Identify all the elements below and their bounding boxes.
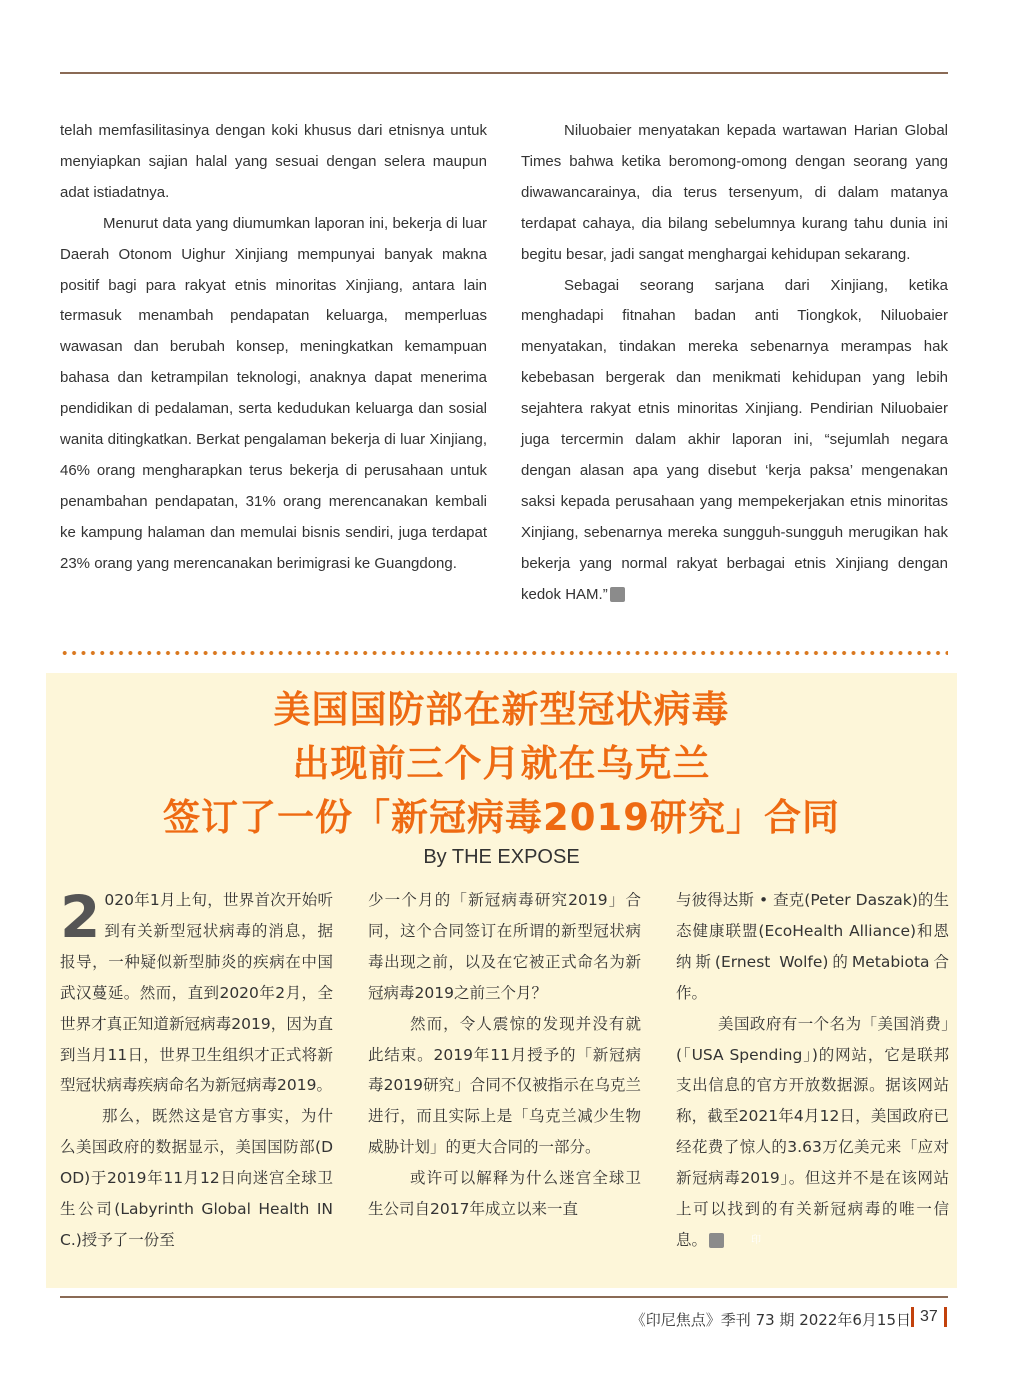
dotted-separator	[60, 650, 948, 656]
headline	[46, 683, 957, 845]
paragraph: 少一个月的「新冠病毒研究2019」合同，这个合同签订在所谓的新型冠状病毒出现之前，以及在它被正式命名为新冠病毒2019之前三个月？	[368, 891, 641, 1002]
paragraph-text: 020年1月上旬，世界首次开始听到有关新型冠状病毒的消息，据报导，一种疑似新型肺炎的疾病在中国武汉蔓延。然而，直到2020年2月，全世界才真正知道新冠病毒2019，因为直到当月11日，世界卫生组织才正式将新型冠状病毒疾病命名为新冠病毒2019。	[60, 891, 333, 1095]
chinese-column-1	[60, 885, 333, 1256]
article-right-column	[521, 116, 948, 611]
headline-line: 美国国防部在新型冠状病毒	[273, 688, 730, 731]
paragraph: 那么，既然这是官方事实，为什么美国政府的数据显示，美国国防部(DOD)于2019年11月12日向迷宫全球卫生公司(Labyrinth Global Health INC.)授予了一份至	[60, 1107, 333, 1249]
chinese-column-3	[676, 885, 949, 1256]
paragraph	[60, 885, 333, 1101]
headline-line: 签订了一份「新冠病毒2019研究」合同	[163, 796, 840, 839]
paragraph	[521, 271, 948, 611]
drop-cap: 2	[60, 883, 101, 951]
footer-publication: 《印尼焦点》季刊 73 期 2022年6月15日	[630, 1311, 911, 1329]
chinese-column-2	[368, 885, 641, 1225]
paragraph: Niluobaier menyatakan kepada wartawan Harian Global Times bahwa ketika beromong-omong dengan seorang yang diwawancarainya, dia terus tersenyum, di dalam matanya terdapat cahaya, dia bilang sebelumnya kurang tahu dunia ini begitu besar, jadi sangat menghargai kehidupan sekarang.	[521, 122, 948, 263]
paragraph: telah memfasilitasinya dengan koki khusus dari etnisnya untuk menyiapkan sajian halal yang sesuai dengan selera maupun adat istiadatnya.	[60, 122, 487, 201]
byline: By THE EXPOSE	[423, 846, 580, 868]
paragraph: 与彼得达斯 • 查克(Peter Daszak)的生态健康联盟(EcoHealth Alliance)和恩纳斯(Ernest Wolfe)的Metabiota合作。	[676, 891, 949, 1002]
page-number: 37	[911, 1307, 947, 1327]
paragraph	[676, 1009, 949, 1256]
headline-line: 出现前三个月就在乌克兰	[292, 742, 711, 785]
top-rule	[60, 72, 948, 74]
article-left-column	[60, 116, 487, 580]
end-mark-icon: 印	[709, 1233, 724, 1248]
paragraph: 然而，令人震惊的发现并没有就此结束。2019年11月授予的「新冠病毒2019研究」合同不仅被指示在乌克兰进行，而且实际上是「乌克兰减少生物威胁计划」的更大合同的一部分。	[368, 1014, 641, 1157]
paragraph: Menurut data yang diumumkan laporan ini, bekerja di luar Daerah Otonom Uighur Xinjiang mempunyai banyak makna positif bagi para rakyat etnis minoritas Xinjiang, antara lain termasuk menambah pendapatan keluarga, memperluas wawasan dan berubah konsep, meningkatkan kemampuan bahasa dan ketrampilan teknologi, anaknya dapat menerima pendidikan di pedalaman, serta kedudukan keluarga dan sosial wanita ditingkatkan. Berkat pengalaman bekerja di luar Xinjiang, 46% orang mengharapkan terus bekerja di perusahaan untuk penambahan pendapatan, 31% orang merencanakan kembali ke kampung halaman dan memulai bisnis sendiri, juga terdapat 23% orang yang merencanakan berimigrasi ke Guangdong.	[60, 214, 487, 572]
end-mark-icon: 印	[610, 587, 625, 602]
paragraph-text: 美国政府有一个名为「美国消费」(「USA Spending」)的网站，它是联邦支出信息的官方开放数据源。据该网站称，截至2021年4月12日，美国政府已经花费了惊人的3.63万亿美元来「应对新冠病毒2019」。但这并不是在该网站上可以找到的有关新冠病毒的唯一信息。	[676, 1014, 949, 1249]
paragraph: 或许可以解释为什么迷宫全球卫生公司自2017年成立以来一直	[368, 1169, 641, 1219]
paragraph-text: Sebagai seorang sarjana dari Xinjiang, ketika menghadapi fitnahan badan anti Tiongkok, Niluobaier menyatakan, tindakan mereka sebenarnya merampas hak kebebasan bergerak dan menikmati kehidupan yang lebih sejahtera rakyat etnis minoritas Xinjiang. Pendirian Niluobaier juga tercermin dalam akhir laporan ini, “sejumlah negara dengan alasan apa yang disebut ‘kerja paksa’ mengenakan saksi kepada perusahaan yang mempekerjakan etnis minoritas Xinjiang, sebenarnya mereka sungguh-sungguh merugikan hak bekerja yang normal rakyat berbagai etnis Xinjiang dengan kedok HAM.”	[521, 276, 948, 603]
bottom-rule	[60, 1296, 948, 1298]
